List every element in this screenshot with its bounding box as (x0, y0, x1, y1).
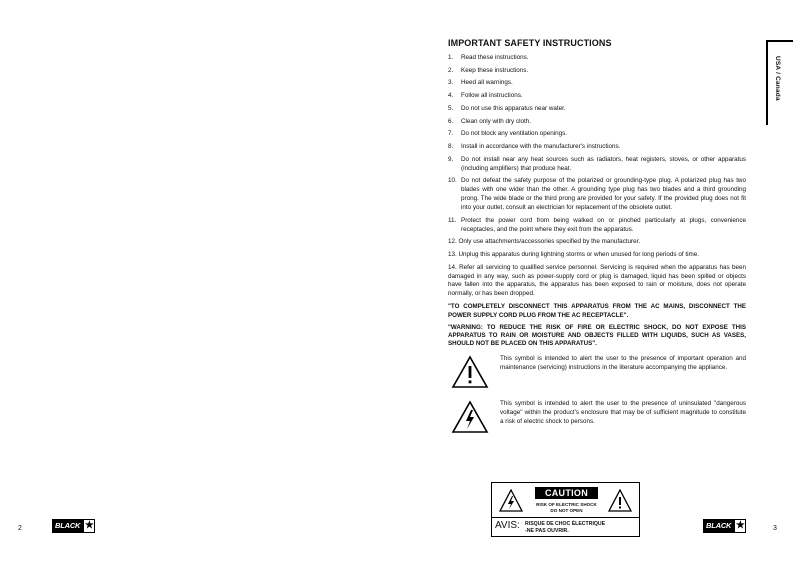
page-number-right: 3 (773, 525, 777, 532)
instruction-number: 11. (448, 216, 457, 224)
logo-wordmark: BLACK (703, 519, 734, 533)
caution-line-1: RISK OF ELECTRIC SHOCK (536, 502, 597, 507)
instruction-item (448, 92, 746, 101)
instruction-number: 2. (448, 66, 454, 74)
disconnect-warning: "TO COMPLETELY DISCONNECT THIS APPARATUS FROM THE AC MAINS, DISCONNECT THE POWER SUPPLY CORD PLUG FROM THE AC RECEPTACLE". (448, 303, 746, 319)
instruction-text: Do not install near any heat sources such as radiators, heat registers, stoves, or other apparatus (including amplifiers) that produce heat. (461, 155, 746, 172)
instruction-text: Read these instructions. (461, 54, 529, 61)
caution-divider (492, 517, 639, 518)
page-title: IMPORTANT SAFETY INSTRUCTIONS (448, 38, 612, 48)
safety-instructions (448, 38, 746, 434)
instruction-number: 3. (448, 79, 454, 87)
avis-line-1: RISQUE DE CHOC ÉLECTRIQUE (525, 521, 606, 527)
instruction-number: 1. (448, 54, 454, 61)
caution-line-2: DO NOT OPEN (550, 508, 583, 513)
caution-label (491, 482, 640, 537)
region-tab (766, 40, 793, 125)
brand-logo-left (52, 519, 95, 533)
instruction-12: 12. Only use attachments/accessories specified by the manufacturer. (448, 238, 641, 246)
instruction-item (448, 130, 746, 139)
caution-exclamation-icon (608, 489, 632, 518)
instruction-text: Do not use this apparatus near water. (461, 104, 566, 112)
instruction-text: Keep these instructions. (461, 66, 529, 74)
instruction-text: Heed all warnings. (461, 79, 513, 87)
caution-title: CAUTION (535, 487, 598, 499)
tab-side-rule (766, 40, 768, 125)
instruction-item (448, 118, 746, 127)
instruction-text: Protect the power cord from being walked on or pinched particularly at plugs, convenience receptacles, and the point where they exit from the apparatus. (461, 216, 746, 233)
tab-top-rule (766, 40, 793, 42)
instruction-item (448, 54, 746, 63)
instruction-item (448, 156, 746, 174)
page-number-left: 2 (18, 525, 22, 532)
instruction-item (448, 79, 746, 88)
instruction-number: 6. (448, 117, 454, 125)
bolt-symbol-description: This symbol is intended to alert the user to the presence of uninsulated "dangerous voltage" within the product's enclosure that may be of sufficient magnitude to constitute a risk of electric shock to persons. (500, 399, 746, 425)
logo-star-icon: ★ (735, 520, 745, 531)
instruction-number: 9. (448, 155, 454, 163)
instruction-item (448, 217, 746, 235)
fire-shock-warning: "WARNING: TO REDUCE THE RISK OF FIRE OR ELECTRIC SHOCK, DO NOT EXPOSE THIS APPARATUS TO RAIN OR MOISTURE AND OBJECTS FILLED WITH LIQUIDS, SUCH AS VASES, SHOULD NOT BE PLACED ON THIS APPARATUS". (448, 323, 746, 348)
instruction-number: 10. (448, 177, 457, 185)
instruction-item (448, 67, 746, 76)
instruction-text: Follow all instructions. (461, 92, 523, 100)
instruction-text: Do not block any ventilation openings. (461, 130, 568, 138)
instruction-item (448, 177, 746, 213)
exclamation-symbol-row (448, 355, 746, 389)
caution-bolt-icon (499, 489, 523, 518)
instruction-text: Clean only with dry cloth. (461, 117, 531, 125)
instruction-number: 8. (448, 142, 454, 150)
instruction-item (448, 105, 746, 114)
brand-logo-right (703, 519, 746, 533)
avis-label: AVIS: (495, 520, 520, 531)
bolt-symbol-row (448, 400, 746, 434)
left-page (0, 0, 396, 563)
exclamation-symbol-description: This symbol is intended to alert the user to the presence of important operation and maintenance (servicing) instructions in the literature accompanying the appliance. (500, 354, 746, 371)
instruction-item (448, 143, 746, 152)
instruction-list (448, 54, 746, 234)
region-tab-label: USA / Canada (774, 56, 781, 101)
instruction-number: 5. (448, 104, 454, 112)
instruction-text: Install in accordance with the manufacturer's instructions. (461, 142, 621, 150)
instruction-text: Do not defeat the safety purpose of the polarized or grounding-type plug. A polarized plug has two blades with one wider than the other. A grounding type plug has two blades and a third grounding prong. The wide blade or the third prong are provided for your safety. If the provided plug does not fit into your outlet, consult an electrician for replacement of the obsolete outlet. (461, 177, 746, 211)
avis-line-2: -NE PAS OUVRIR. (525, 528, 569, 534)
instruction-number: 4. (448, 92, 454, 100)
instruction-number: 7. (448, 130, 454, 138)
instruction-14: 14. Refer all servicing to qualified service personnel. Servicing is required when the apparatus has been damaged in any way, such as power-supply cord or plug is damaged, liquid has been spilled or objects have fallen into the apparatus, the apparatus has been exposed to rain or moisture, does not operate normally, or has been dropped. (448, 263, 746, 298)
logo-star-icon: ★ (84, 520, 94, 531)
right-page (396, 0, 793, 563)
logo-wordmark: BLACK (52, 519, 83, 533)
lightning-bolt-triangle-icon (448, 400, 492, 434)
exclamation-triangle-icon (448, 355, 492, 389)
instruction-13: 13. Unplug this apparatus during lightning storms or when unused for long periods of time. (448, 250, 699, 258)
